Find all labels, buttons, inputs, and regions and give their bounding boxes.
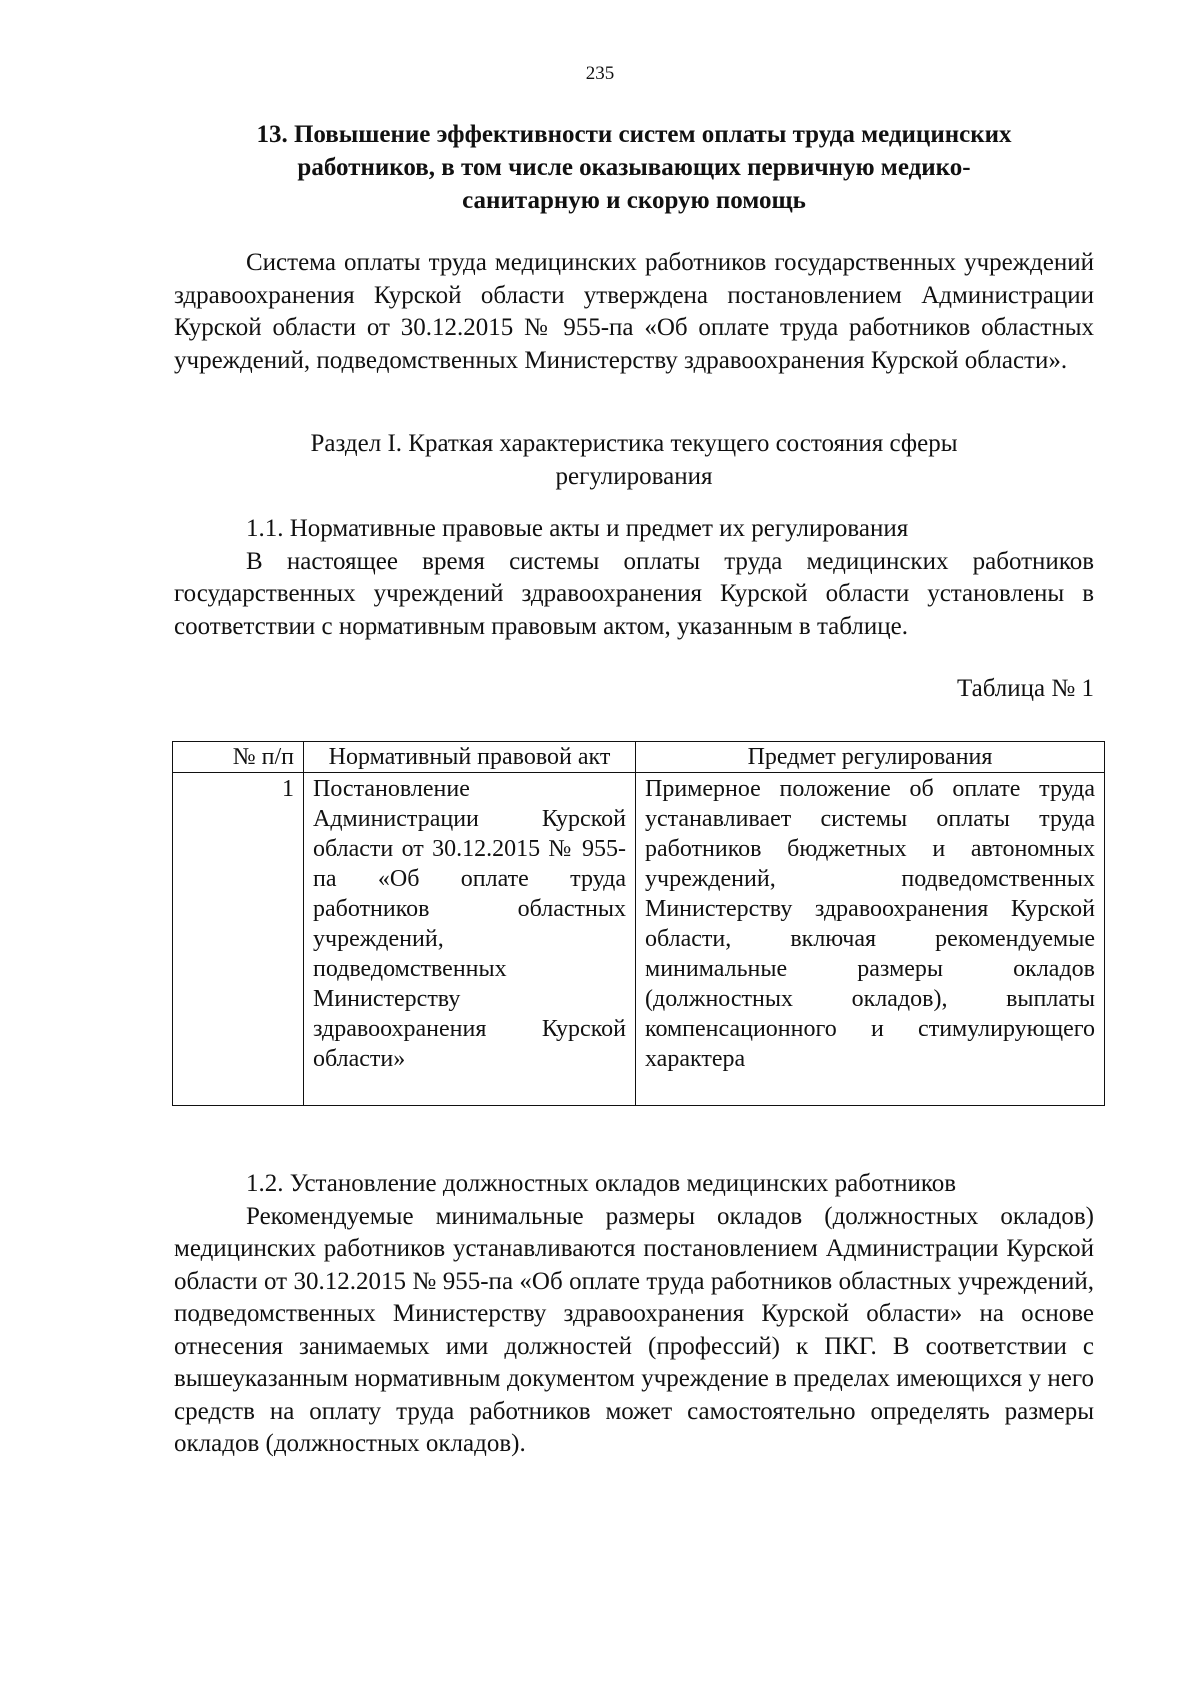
chapter-heading-line-1: 13. Повышение эффективности систем оплаты труда медицинских [256,121,1012,148]
section-title [174,428,1094,493]
table-row [173,773,1105,1106]
subsection-2-text: Рекомендуемые минимальные размеры окладов (должностных окладов) медицинских работников устанавливаются постановлением Администрации Курской области от 30.12.2015 № 955-па «Об оплате труда работников областных учреждений, подведомственных Министерству здравоохранения Курской области» на основе отнесения занимаемых ими должностей (профессий) к ПКГ. В соответствии с вышеуказанным нормативным документом учреждение в пределах имеющихся у него средств на оплату труда работников может самостоятельно определять размеры окладов (должностных окладов). [174,1202,1094,1457]
table-cell-number: 1 [173,773,304,1106]
section-title-line-2: регулирования [555,462,713,490]
chapter-heading [174,118,1094,217]
subsection-1-title: 1.1. Нормативные правовые акты и предмет их регулирования [246,515,909,542]
page-number: 235 [585,63,615,84]
table-header-row [173,742,1105,773]
table-header-subject: Предмет регулирования [636,742,1105,773]
intro-paragraph: Система оплаты труда медицинских работников государственных учреждений здравоохранения Курской области утверждена постановлением Администрации Курской области от 30.12.2015 № 955-па «Об оплате труда работников областных учреждений, подведомственных Министерству здравоохранения Курской области». [174,249,1094,374]
table-caption-block [174,673,1094,706]
subsection-2-title: 1.2. Установление должностных окладов медицинских работников [246,1170,957,1197]
section-title-line-1: Раздел I. Краткая характеристика текущего состояния сферы [310,430,958,457]
subsection-1-text: В настоящее время системы оплаты труда медицинских работников государственных учреждений здравоохранения Курской области установлены в соответствии с нормативным правовым актом, указанным в таблице. [174,547,1094,640]
regulation-table [172,741,1105,1106]
chapter-heading-line-2: работников, в том числе оказывающих первичную медико- [297,154,971,181]
table-header-act: Нормативный правовой акт [304,742,636,773]
chapter-heading-line-3: санитарную и скорую помощь [462,187,806,214]
intro-block [174,247,1094,377]
table-caption: Таблица № 1 [956,675,1094,702]
subsection-1 [174,513,1094,643]
table-cell-act: Постановление Администрации Курской области от 30.12.2015 № 955-па «Об оплате труда работников областных учреждений, подведомственных Министерству здравоохранения Курской области» [304,773,636,1106]
table-header-number: № п/п [173,742,304,773]
subsection-2 [174,1168,1094,1461]
table-cell-subject: Примерное положение об оплате труда устанавливает системы оплаты труда работников бюджетных и автономных учреждений, подведомственных Министерству здравоохранения Курской области, включая рекомендуемые минимальные размеры окладов (должностных окладов), выплаты компенсационного и стимулирующего характера [636,773,1105,1106]
